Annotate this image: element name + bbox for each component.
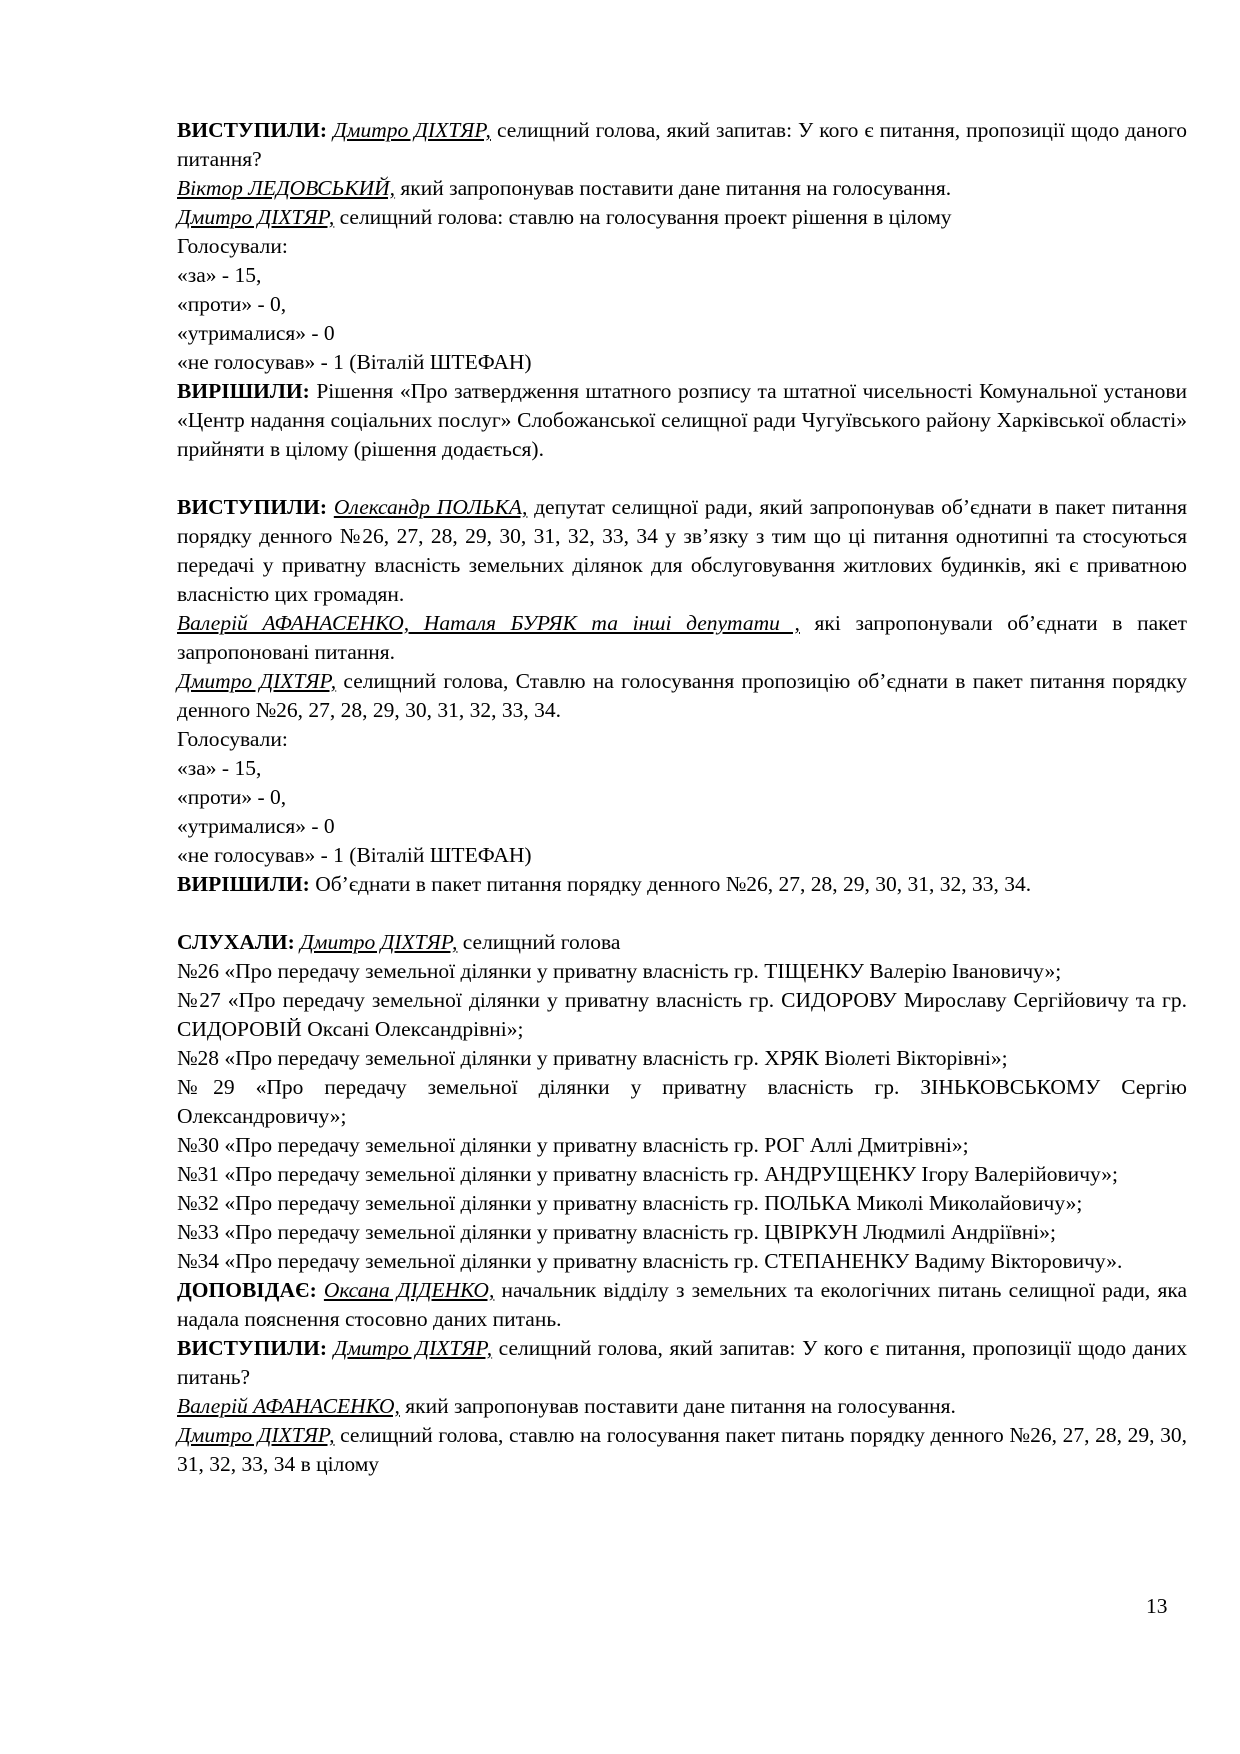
paragraph	[177, 1160, 1187, 1189]
speaker-name: Дмитро ДІХТЯР,	[177, 669, 337, 693]
paragraph-text: який запропонував поставити дане питання на голосування.	[395, 176, 952, 200]
paragraph-text: «за» - 15,	[177, 756, 262, 780]
paragraph	[177, 754, 1187, 783]
paragraph-text: Голосували:	[177, 727, 288, 751]
page-number: 13	[1146, 1594, 1168, 1618]
paragraph	[177, 783, 1187, 812]
paragraph-text: селищний голова: ставлю на голосування проект рішення в цілому	[334, 205, 952, 229]
paragraph-text	[327, 495, 334, 519]
paragraph-text: «утрималися» - 0	[177, 814, 335, 838]
paragraph	[177, 1334, 1187, 1392]
paragraph	[177, 609, 1187, 667]
paragraph	[177, 1044, 1187, 1073]
paragraph-text: «утрималися» - 0	[177, 321, 335, 345]
paragraph	[177, 957, 1187, 986]
paragraph	[177, 1073, 1187, 1131]
paragraph-text: які запропонували об’єднати в пакет запропоновані питання.	[177, 611, 1187, 664]
paragraph-text: №33 «Про передачу земельної ділянки у приватну власність гр. ЦВІРКУН Людмилі Андріївні»;	[177, 1220, 1056, 1244]
paragraph	[177, 348, 1187, 377]
paragraph-text: «не голосував» - 1 (Віталій ШТЕФАН)	[177, 843, 532, 867]
paragraph-spacer	[177, 899, 1187, 928]
paragraph-text: селищний голова, ставлю на голосування пакет питань порядку денного №26, 27, 28, 29, 30, 31, 32, 33, 34 в цілому	[177, 1423, 1187, 1476]
paragraph	[177, 493, 1187, 609]
paragraph	[177, 377, 1187, 464]
paragraph-text: Голосували:	[177, 234, 288, 258]
section-heading: ВИРІШИЛИ:	[177, 872, 310, 896]
paragraph-text: Об’єднати в пакет питання порядку денного №26, 27, 28, 29, 30, 31, 32, 33, 34.	[309, 872, 1032, 896]
document-body	[177, 116, 1187, 1479]
speaker-name: Валерій АФАНАСЕНКО,	[177, 1394, 400, 1418]
section-heading: ВИСТУПИЛИ:	[177, 495, 328, 519]
paragraph	[177, 1276, 1187, 1334]
paragraph-text: депутат селищної ради, який запропонував об’єднати в пакет питання порядку денного №26, 27, 28, 29, 30, 31, 32, 33, 34 у зв’язку з тим що ці питання однотипні та стосуються передачі у приватну власність земельних ділянок для обслуговування житлових будинків, які є приватною власністю цих громадян.	[177, 495, 1187, 606]
paragraph-text: селищний голова, який запитав: У кого є питання, пропозиції щодо даних питань?	[177, 1336, 1188, 1389]
paragraph	[177, 812, 1187, 841]
paragraph	[177, 232, 1187, 261]
paragraph	[177, 1218, 1187, 1247]
paragraph	[177, 841, 1187, 870]
speaker-name: Оксана ДІДЕНКО,	[323, 1278, 495, 1302]
speaker-name: Дмитро ДІХТЯР,	[300, 930, 458, 954]
section-heading: ВИСТУПИЛИ:	[177, 118, 328, 142]
paragraph	[177, 928, 1187, 957]
speaker-name: Дмитро ДІХТЯР,	[177, 1423, 335, 1447]
speaker-name: Дмитро ДІХТЯР,	[177, 205, 335, 229]
paragraph	[177, 174, 1187, 203]
paragraph	[177, 290, 1187, 319]
paragraph	[177, 870, 1187, 899]
paragraph	[177, 116, 1187, 174]
paragraph	[177, 319, 1187, 348]
paragraph-text: «за» - 15,	[177, 263, 262, 287]
paragraph	[177, 261, 1187, 290]
paragraph-text: начальник відділу з земельних та екологічних питань селищної ради, яка надала пояснення стосовно даних питань.	[177, 1278, 1187, 1331]
paragraph-spacer	[177, 464, 1187, 493]
paragraph-text	[317, 1278, 324, 1302]
section-heading: ДОПОВІДАЄ:	[177, 1278, 317, 1302]
paragraph	[177, 1189, 1187, 1218]
speaker-name: Валерій АФАНАСЕНКО, Наталя БУРЯК та інші депутати ,	[177, 611, 800, 635]
paragraph	[177, 1392, 1187, 1421]
paragraph-text: Рішення «Про затвердження штатного розпису та штатної чисельності Комунальної установи «Центр надання соціальних послуг» Слобожанської селищної ради Чугуївського району Харківської області» прийняти в цілому (рішення додається).	[177, 379, 1187, 461]
paragraph-text: «не голосував» - 1 (Віталій ШТЕФАН)	[177, 350, 532, 374]
paragraph-text: №30 «Про передачу земельної ділянки у приватну власність гр. РОГ Аллі Дмитрівні»;	[177, 1133, 969, 1157]
speaker-name: Дмитро ДІХТЯР,	[333, 1336, 493, 1360]
paragraph	[177, 986, 1187, 1044]
paragraph-text: селищний голова, який запитав: У кого є питання, пропозиції щодо даного питання?	[177, 118, 1188, 171]
paragraph-text: №26 «Про передачу земельної ділянки у приватну власність гр. ТІЩЕНКУ Валерію Івановичу»;	[177, 959, 1062, 983]
paragraph-text: №32 «Про передачу земельної ділянки у приватну власність гр. ПОЛЬКА Миколі Миколайовичу»;	[177, 1191, 1083, 1215]
paragraph-text: №28 «Про передачу земельної ділянки у приватну власність гр. ХРЯК Віолеті Вікторівні»;	[177, 1046, 1008, 1070]
paragraph	[177, 725, 1187, 754]
paragraph	[177, 203, 1187, 232]
paragraph	[177, 667, 1187, 725]
paragraph	[177, 1131, 1187, 1160]
paragraph-text: №34 «Про передачу земельної ділянки у приватну власність гр. СТЕПАНЕНКУ Вадиму Вікторовичу».	[177, 1249, 1123, 1273]
speaker-name: Віктор ЛЕДОВСЬКИЙ,	[177, 176, 396, 200]
paragraph	[177, 1247, 1187, 1276]
paragraph-text: №27 «Про передачу земельної ділянки у приватну власність гр. СИДОРОВУ Мирославу Сергійовичу та гр. СИДОРОВІЙ Оксані Олександрівні»;	[177, 988, 1187, 1041]
paragraph-text: «проти» - 0,	[177, 785, 287, 809]
paragraph-text: селищний голова, Ставлю на голосування пропозицію об’єднати в пакет питання порядку денного №26, 27, 28, 29, 30, 31, 32, 33, 34.	[177, 669, 1187, 722]
speaker-name: Дмитро ДІХТЯР,	[333, 118, 491, 142]
section-heading: ВИРІШИЛИ:	[177, 379, 310, 403]
section-heading: СЛУХАЛИ:	[177, 930, 295, 954]
paragraph-text	[327, 1336, 334, 1360]
paragraph-text: №31 «Про передачу земельної ділянки у приватну власність гр. АНДРУЩЕНКУ Ігору Валерійовичу»;	[177, 1162, 1119, 1186]
paragraph-text: «проти» - 0,	[177, 292, 287, 316]
paragraph-text: №29 «Про передачу земельної ділянки у приватну власність гр. ЗІНЬКОВСЬКОМУ Сергію Олександровичу»;	[177, 1075, 1187, 1128]
paragraph	[177, 1421, 1187, 1479]
paragraph-text: який запропонував поставити дане питання на голосування.	[399, 1394, 956, 1418]
speaker-name: Олександр ПОЛЬКА,	[333, 495, 528, 519]
paragraph-text: селищний голова	[457, 930, 621, 954]
section-heading: ВИСТУПИЛИ:	[177, 1336, 328, 1360]
